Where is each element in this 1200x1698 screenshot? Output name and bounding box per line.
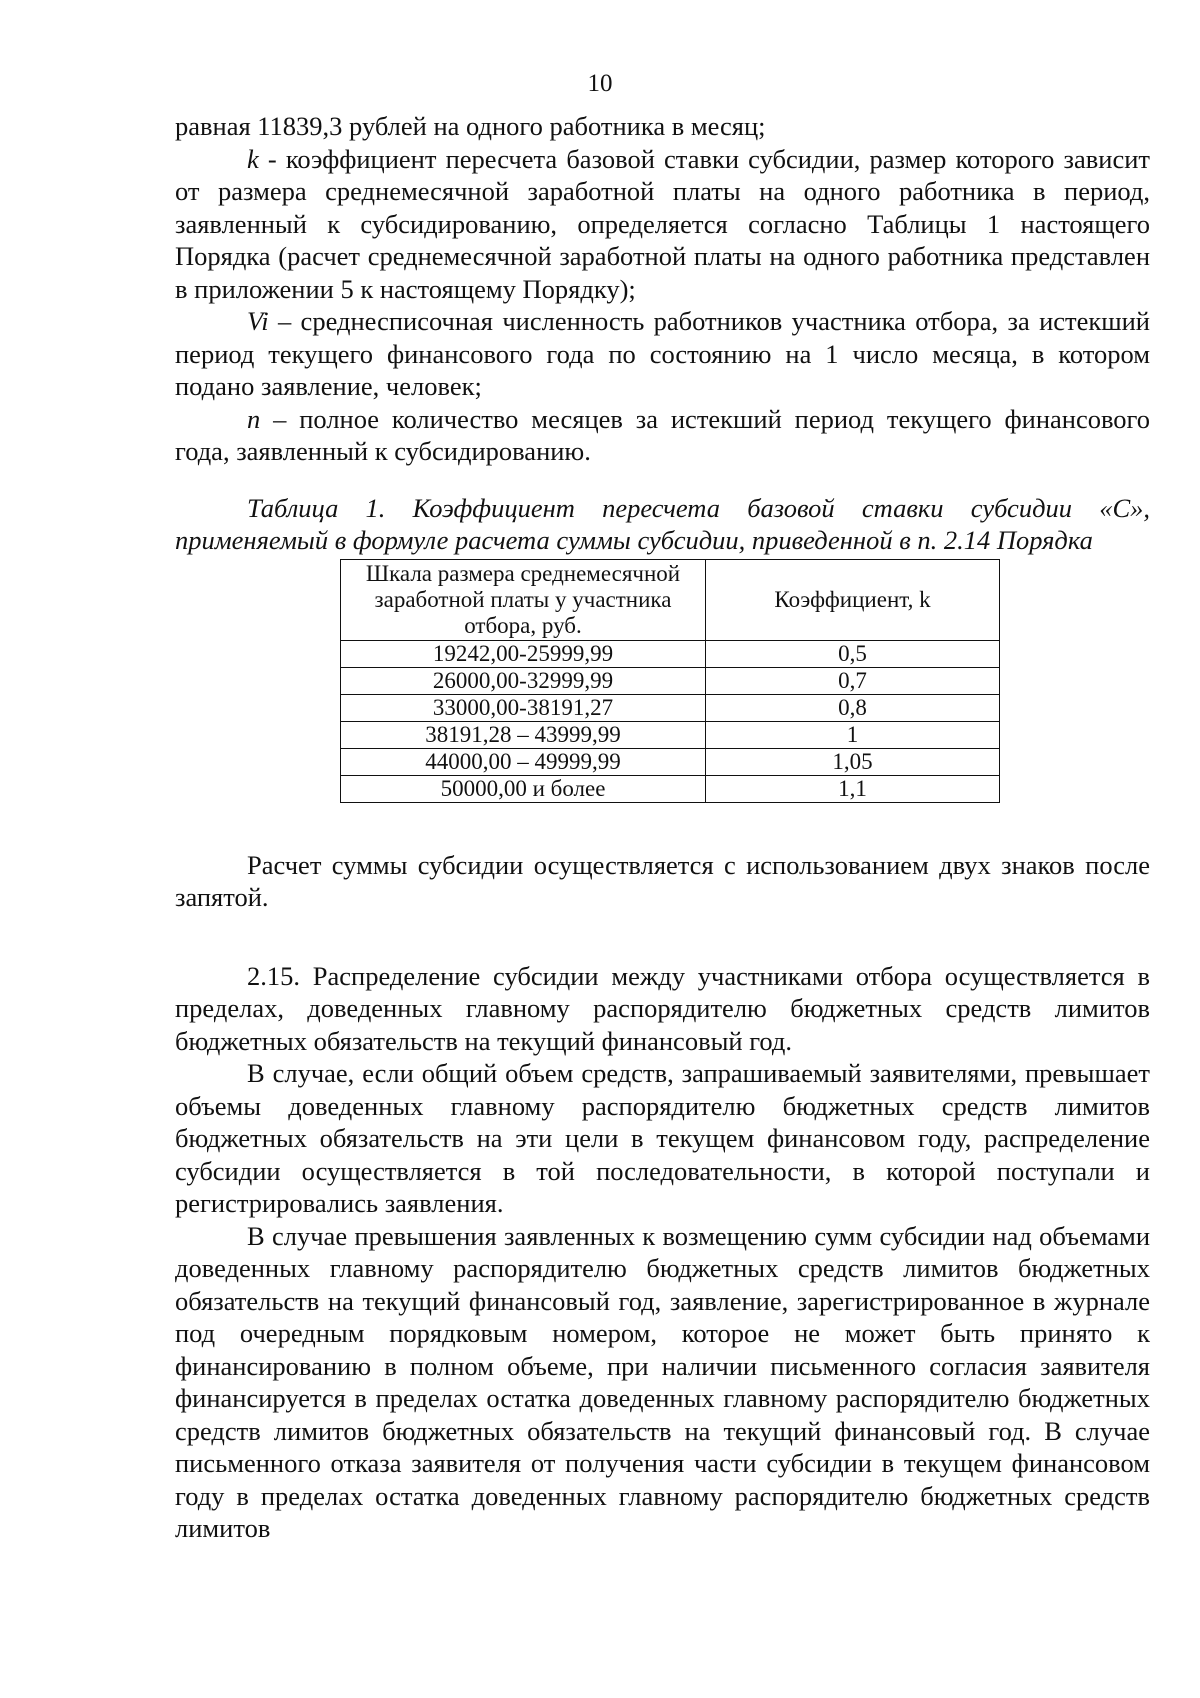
header-salary-scale: Шкала размера среднемесячной заработной платы у участника отбора, руб. [341,559,706,640]
variable-vi: Vi [247,306,269,336]
table-row [341,694,1000,721]
page-number: 10 [587,70,613,97]
table-row [341,721,1000,748]
paragraph-rate-continuation [175,110,1150,143]
salary-range-cell: 33000,00-38191,27 [341,694,706,721]
coefficient-cell: 1,1 [706,775,1000,802]
salary-range-cell: 50000,00 и более [341,775,706,802]
coefficient-cell: 1 [706,721,1000,748]
paragraph-excess-claims: В случае превышения заявленных к возмещению сумм субсидии над объемами доведенных главному распорядителю бюджетных средств лимитов бюджетных обязательств на текущий финансовый год, заявление, зарегистрированное в журнале под очередным порядковым номером, которое не может быть принято к финансированию в полном объеме, при наличии письменного согласия заявителя финансируется в пределах остатка доведенных главному распорядителю бюджетных средств лимитов бюджетных обязательств на текущий финансовый год. В случае письменного отказа заявителя от получения части субсидии в текущем финансовом году в пределах остатка доведенных главному распорядителю бюджетных средств лимитов [175,1220,1150,1543]
paragraph-k-definition [175,143,1150,306]
paragraph-text: - коэффициент пересчета базовой ставки субсидии, размер которого зависит от размера среднемесячной заработной платы на одного работника в период, заявленный к субсидированию, определяется согласно Таблицы 1 настоящего Порядка (расчет среднемесячной заработной платы на одного работника представлен в приложении 5 к настоящему Порядку); [175,143,1150,304]
paragraph-vi-definition [175,305,1150,403]
paragraph-text: равная 11839,3 рублей на одного работника в месяц; [175,111,766,141]
salary-range-cell: 38191,28 – 43999,99 [341,721,706,748]
table-row [341,640,1000,667]
variable-n: n [247,403,261,434]
table-caption: Таблица 1. Коэффициент пересчета базовой ставки субсидии «С», применяемый в формуле расчета суммы субсидии, приведенной в п. 2.14 Порядка [175,492,1150,555]
paragraph-section-2-15: 2.15. Распределение субсидии между участниками отбора осуществляется в пределах, доведенных главному распорядителю бюджетных средств лимитов бюджетных обязательств на текущий финансовый год. [175,960,1150,1056]
paragraph-text: – среднесписочная численность работников участника отбора, за истекший период текущего финансового года по состоянию на 1 число месяца, в котором подано заявление, человек; [175,306,1150,401]
salary-range-cell: 26000,00-32999,99 [341,667,706,694]
table-row [341,748,1000,775]
paragraph-text: – полное количество месяцев за истекший период текущего финансового года, заявленный к субсидированию. [175,403,1150,466]
table-row [341,775,1000,802]
coefficient-cell: 1,05 [706,748,1000,775]
table-header-row [341,559,1000,640]
table-row [341,667,1000,694]
coefficient-cell: 0,5 [706,640,1000,667]
header-coefficient: Коэффициент, k [706,559,1000,640]
coefficient-table [340,559,1000,803]
paragraph-n-definition [175,403,1150,468]
salary-range-cell: 19242,00-25999,99 [341,640,706,667]
salary-range-cell: 44000,00 – 49999,99 [341,748,706,775]
paragraph-calculation-precision: Расчет суммы субсидии осуществляется с использованием двух знаков после запятой. [175,849,1150,912]
document-body [175,110,1150,1545]
coefficient-cell: 0,7 [706,667,1000,694]
paragraph-distribution-order: В случае, если общий объем средств, запрашиваемый заявителями, превышает объемы доведенных главному распорядителю бюджетных средств лимитов бюджетных обязательств на эти цели в текущем финансовом году, распределение субсидии осуществляется в той последовательности, в которой поступали и регистрировались заявления. [175,1058,1150,1218]
variable-k: k [247,143,259,174]
coefficient-cell: 0,8 [706,694,1000,721]
